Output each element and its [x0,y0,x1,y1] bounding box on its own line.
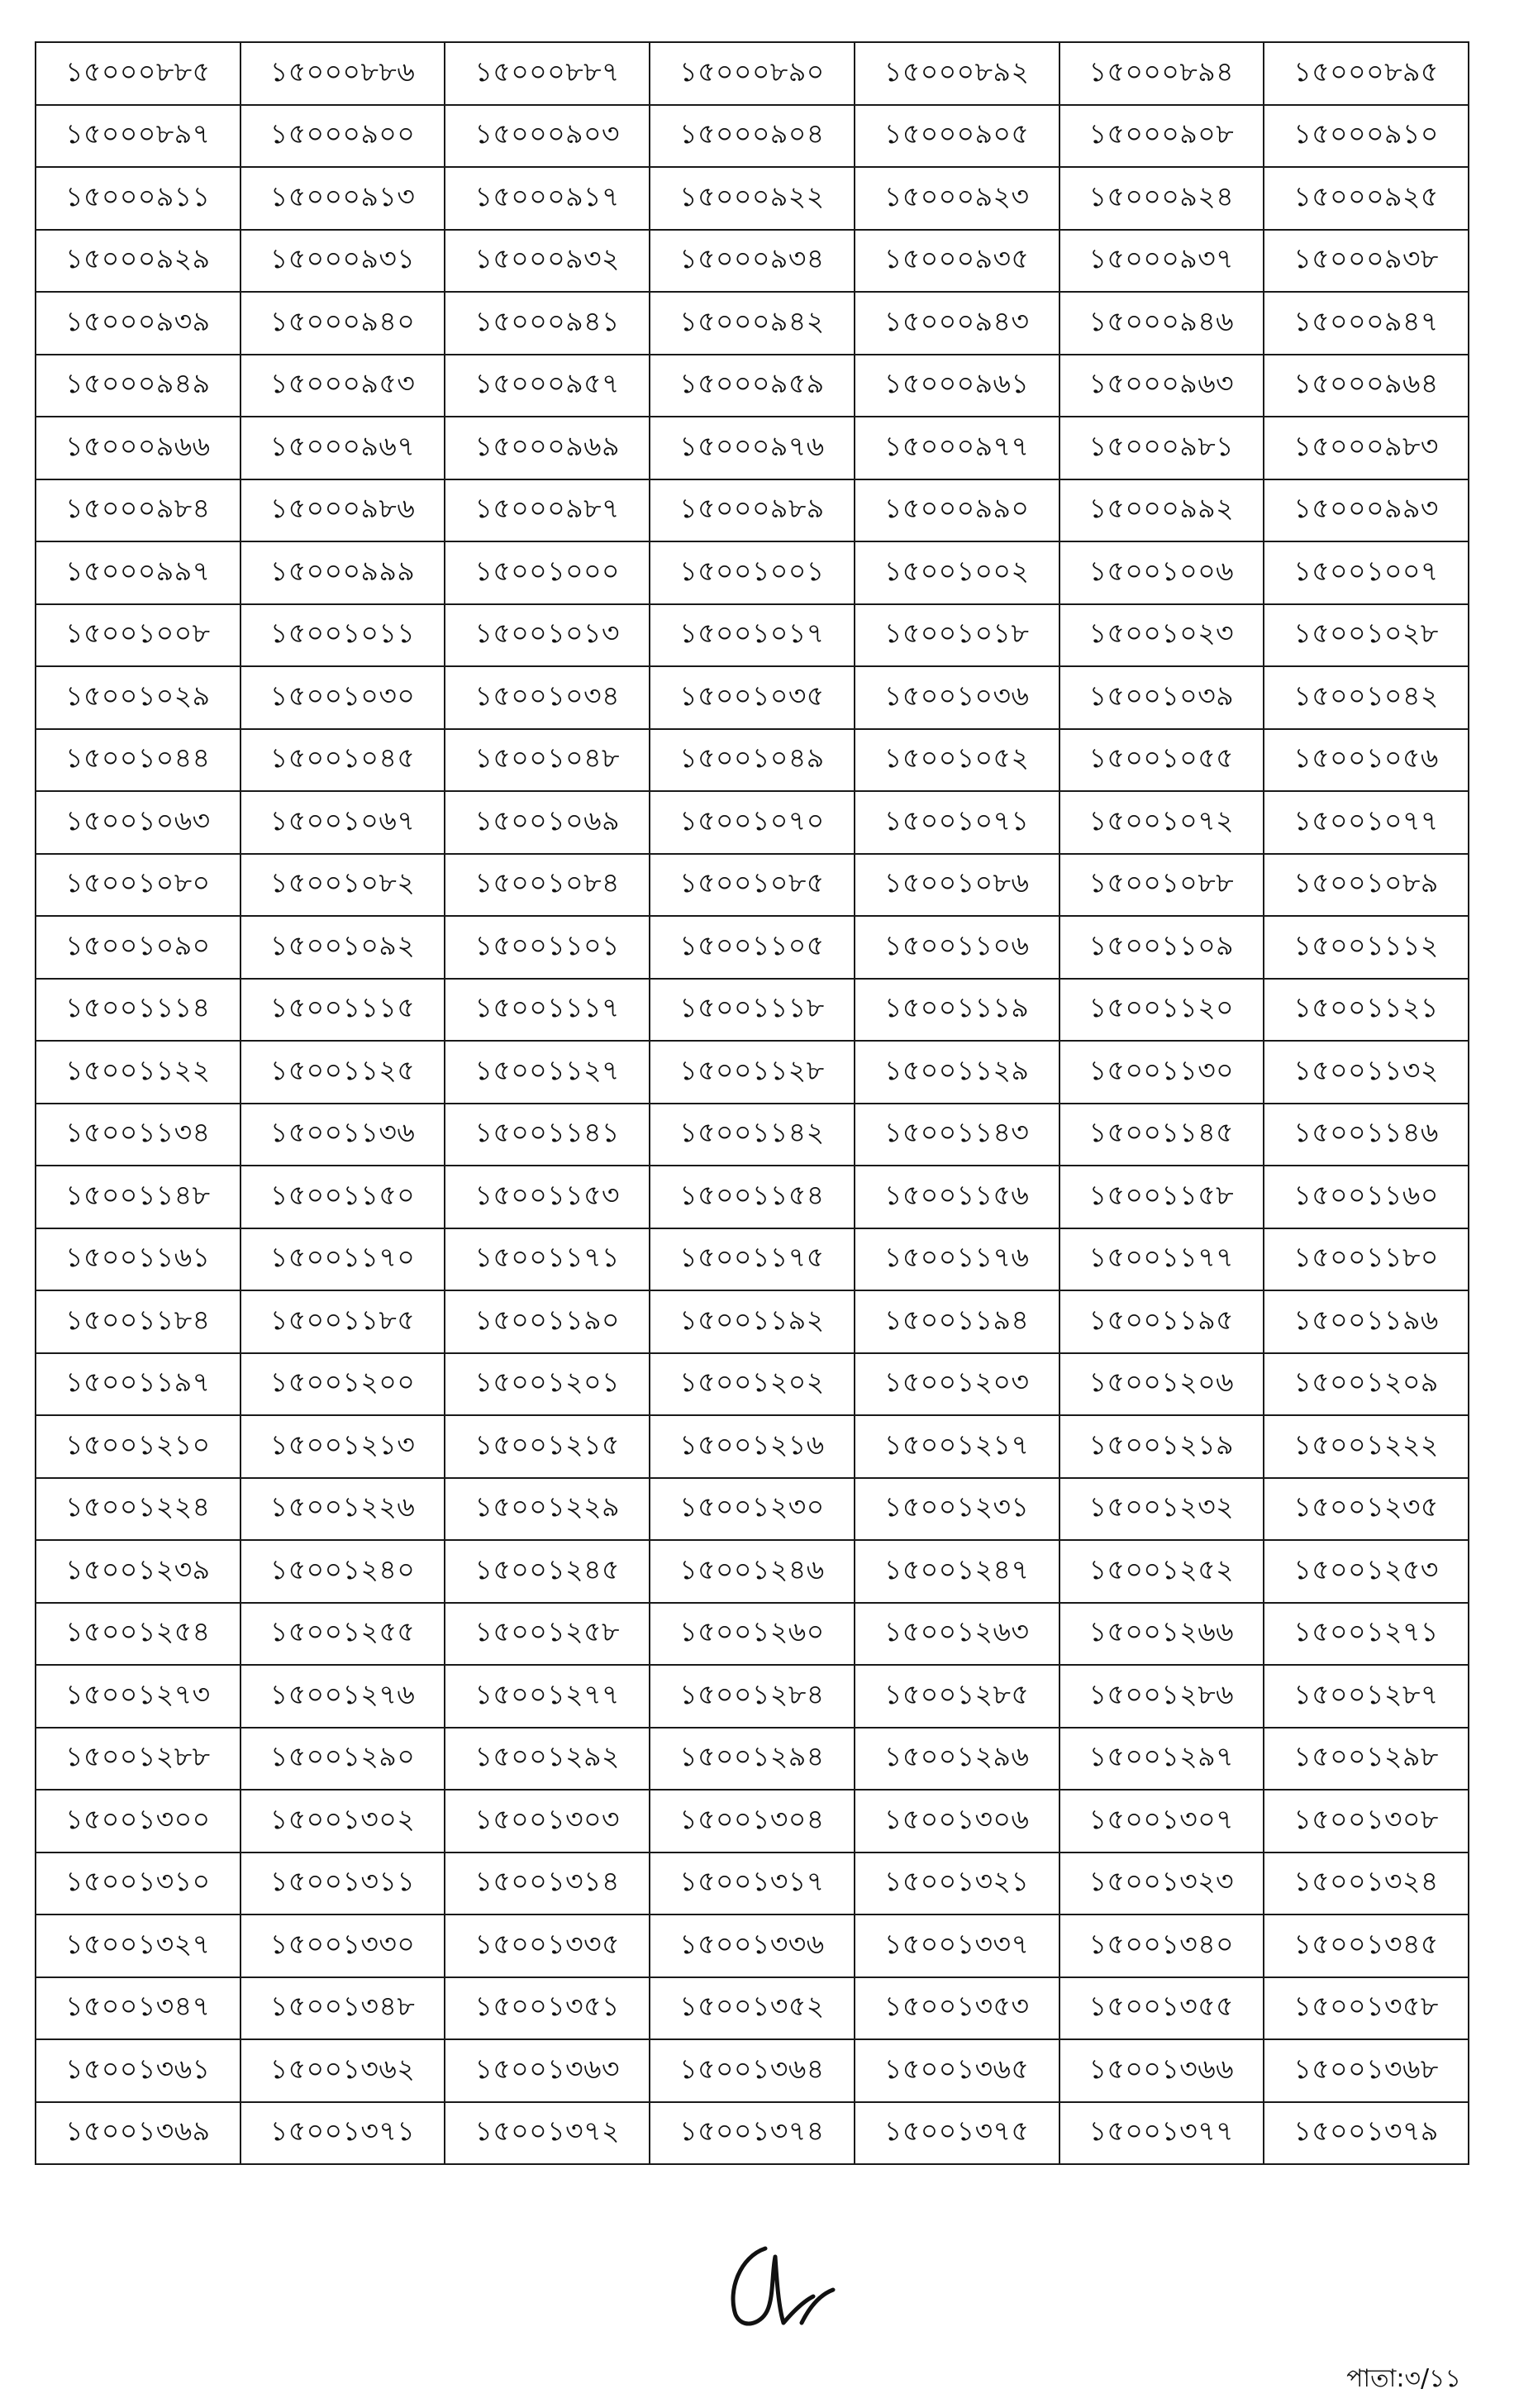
roll-number-cell: ১৫০০১০৪২ [1264,666,1469,729]
table-body [36,42,1469,2164]
table-row [36,729,1469,792]
roll-number-cell: ১৫০০১১২০ [1059,979,1264,1042]
roll-number-cell: ১৫০০০৯২৯ [36,230,240,293]
roll-number-cell: ১৫০০১০১৮ [855,604,1059,667]
roll-number-cell: ১৫০০১২১৬ [650,1415,855,1478]
roll-number-cell: ১৫০০১৩১০ [36,1852,240,1915]
roll-number-cell: ১৫০০১৩০২ [240,1790,445,1852]
roll-number-cell: ১৫০০১২৬০ [650,1603,855,1666]
table-row [36,791,1469,854]
roll-number-cell: ১৫০০০৯৬৭ [240,417,445,479]
signature-mark [717,2232,866,2339]
roll-number-cell: ১৫০০১০১৩ [445,604,650,667]
roll-number-cell: ১৫০০০৯২৪ [1059,167,1264,230]
roll-number-cell: ১৫০০১২৪৭ [855,1540,1059,1603]
roll-number-cell: ১৫০০০৯৫৩ [240,355,445,417]
roll-number-cell: ১৫০০১২১৯ [1059,1415,1264,1478]
roll-number-cell: ১৫০০১০২৯ [36,666,240,729]
roll-number-cell: ১৫০০১০৬৩ [36,791,240,854]
roll-number-cell: ১৫০০১২৯৮ [1264,1728,1469,1791]
roll-number-cell: ১৫০০০৯২২ [650,167,855,230]
roll-number-cell: ১৫০০১০০২ [855,541,1059,604]
roll-number-table [35,41,1469,2165]
roll-number-cell: ১৫০০১৩৭২ [445,2102,650,2165]
roll-number-cell: ১৫০০১১৫৬ [855,1166,1059,1228]
roll-number-cell: ১৫০০১১৭৫ [650,1228,855,1291]
roll-number-cell: ১৫০০১২৫৫ [240,1603,445,1666]
table-row [36,604,1469,667]
roll-number-cell: ১৫০০১১৭১ [445,1228,650,1291]
roll-number-cell: ১৫০০০৮৯২ [855,42,1059,105]
table-row [36,417,1469,479]
roll-number-cell: ১৫০০০৯৮১ [1059,417,1264,479]
roll-number-cell: ১৫০০১১৮৪ [36,1290,240,1353]
roll-number-cell: ১৫০০০৯৯৭ [36,541,240,604]
roll-number-cell: ১৫০০১৩০৩ [445,1790,650,1852]
roll-number-cell: ১৫০০১১০৫ [650,916,855,979]
roll-number-cell: ১৫০০১২৪০ [240,1540,445,1603]
roll-number-cell: ১৫০০০৯৭৭ [855,417,1059,479]
roll-number-cell: ১৫০০১২৭৩ [36,1665,240,1728]
roll-number-cell: ১৫০০১১১৫ [240,979,445,1042]
roll-number-cell: ১৫০০১০৩০ [240,666,445,729]
table-row [36,1041,1469,1104]
roll-number-cell: ১৫০০১২১০ [36,1415,240,1478]
roll-number-cell: ১৫০০০৯৯০ [855,479,1059,542]
roll-number-cell: ১৫০০১০৭১ [855,791,1059,854]
table-row [36,854,1469,917]
table-row [36,916,1469,979]
roll-number-cell: ১৫০০১২৩২ [1059,1478,1264,1541]
roll-number-cell: ১৫০০১০৭০ [650,791,855,854]
roll-number-cell: ১৫০০১১৫০ [240,1166,445,1228]
roll-number-cell: ১৫০০১১১৪ [36,979,240,1042]
roll-number-cell: ১৫০০০৯৬৬ [36,417,240,479]
roll-number-cell: ১৫০০১৩৬৪ [650,2039,855,2102]
page-number: পাতা:৩/১১ [1346,2364,1461,2393]
roll-number-cell: ১৫০০০৯২৩ [855,167,1059,230]
roll-number-cell: ১৫০০১১০৬ [855,916,1059,979]
roll-number-cell: ১৫০০০৯৩৯ [36,292,240,355]
roll-number-cell: ১৫০০১০৮০ [36,854,240,917]
roll-number-cell: ১৫০০১৩০৭ [1059,1790,1264,1852]
roll-number-cell: ১৫০০০৯৪১ [445,292,650,355]
roll-number-cell: ১৫০০১০৯০ [36,916,240,979]
table-row [36,1415,1469,1478]
roll-number-cell: ১৫০০০৮৮৭ [445,42,650,105]
roll-number-cell: ১৫০০০৯৬৯ [445,417,650,479]
roll-number-cell: ১৫০০১২২৬ [240,1478,445,1541]
roll-number-cell: ১৫০০১১৪৫ [1059,1104,1264,1166]
roll-number-cell: ১৫০০১১৯৪ [855,1290,1059,1353]
roll-number-cell: ১৫০০১১৩২ [1264,1041,1469,1104]
roll-number-cell: ১৫০০১৩৫৩ [855,1977,1059,2040]
roll-number-cell: ১৫০০১৩৩৫ [445,1914,650,1977]
roll-number-cell: ১৫০০১৩৬২ [240,2039,445,2102]
roll-number-cell: ১৫০০১০০৮ [36,604,240,667]
roll-number-cell: ১৫০০১০৯২ [240,916,445,979]
roll-number-cell: ১৫০০১০৮৪ [445,854,650,917]
roll-number-cell: ১৫০০১২৩৯ [36,1540,240,1603]
roll-number-cell: ১৫০০১৩১১ [240,1852,445,1915]
roll-number-cell: ১৫০০১১৩৬ [240,1104,445,1166]
roll-number-cell: ১৫০০১০০৬ [1059,541,1264,604]
roll-number-cell: ১৫০০০৯৩৪ [650,230,855,293]
roll-number-cell: ১৫০০১১২২ [36,1041,240,1104]
roll-number-cell: ১৫০০১৩৪৭ [36,1977,240,2040]
roll-number-cell: ১৫০০১১৯৭ [36,1353,240,1416]
roll-number-cell: ১৫০০১২৩৫ [1264,1478,1469,1541]
roll-number-cell: ১৫০০০৯৫৭ [445,355,650,417]
roll-number-cell: ১৫০০০৯৮৪ [36,479,240,542]
table-row [36,230,1469,293]
roll-number-cell: ১৫০০১১৯২ [650,1290,855,1353]
table-row [36,979,1469,1042]
roll-number-cell: ১৫০০০৯৮৩ [1264,417,1469,479]
roll-number-cell: ১৫০০১২০৯ [1264,1353,1469,1416]
roll-number-cell: ১৫০০০৯৮৭ [445,479,650,542]
roll-number-cell: ১৫০০১২৫৪ [36,1603,240,1666]
roll-number-cell: ১৫০০০৮৮৫ [36,42,240,105]
roll-number-cell: ১৫০০১৩৩৬ [650,1914,855,1977]
roll-number-cell: ১৫০০১১৬০ [1264,1166,1469,1228]
table-row [36,1166,1469,1228]
table-row [36,105,1469,168]
roll-number-cell: ১৫০০০৯০৩ [445,105,650,168]
roll-number-cell: ১৫০০১২৯২ [445,1728,650,1791]
roll-number-cell: ১৫০০১১৮০ [1264,1228,1469,1291]
roll-number-cell: ১৫০০১১১৭ [445,979,650,1042]
roll-number-cell: ১৫০০১০০০ [445,541,650,604]
roll-number-cell: ১৫০০১৩৭১ [240,2102,445,2165]
roll-number-cell: ১৫০০১৩৬৯ [36,2102,240,2165]
roll-number-cell: ১৫০০০৯৬৪ [1264,355,1469,417]
roll-number-cell: ১৫০০০৯১০ [1264,105,1469,168]
roll-number-cell: ১৫০০১২৭৬ [240,1665,445,1728]
roll-number-cell: ১৫০০০৯৪৯ [36,355,240,417]
roll-number-cell: ১৫০০১১৪২ [650,1104,855,1166]
roll-number-cell: ১৫০০১১৩০ [1059,1041,1264,1104]
table-row [36,541,1469,604]
roll-number-cell: ১৫০০০৯১৭ [445,167,650,230]
roll-number-cell: ১৫০০১২০২ [650,1353,855,1416]
roll-number-cell: ১৫০০১৩৬৩ [445,2039,650,2102]
roll-number-cell: ১৫০০০৮৯৪ [1059,42,1264,105]
roll-number-cell: ১৫০০১০৫৬ [1264,729,1469,792]
roll-number-cell: ১৫০০১০৭২ [1059,791,1264,854]
table-row [36,1478,1469,1541]
roll-number-cell: ১৫০০১২২৯ [445,1478,650,1541]
roll-number-cell: ১৫০০০৮৯০ [650,42,855,105]
roll-number-cell: ১৫০০০৯৪৬ [1059,292,1264,355]
table-row [36,1540,1469,1603]
roll-number-cell: ১৫০০১১৩৪ [36,1104,240,1166]
roll-number-cell: ১৫০০০৯৪৭ [1264,292,1469,355]
roll-number-cell: ১৫০০১১৫৩ [445,1166,650,1228]
roll-number-cell: ১৫০০১১০১ [445,916,650,979]
roll-number-cell: ১৫০০১১৭৭ [1059,1228,1264,1291]
roll-number-cell: ১৫০০১১৪১ [445,1104,650,1166]
roll-number-cell: ১৫০০০৮৮৬ [240,42,445,105]
roll-number-cell: ১৫০০০৯০৫ [855,105,1059,168]
roll-number-cell: ১৫০০১০৮৫ [650,854,855,917]
roll-number-cell: ১৫০০১৩৭৯ [1264,2102,1469,2165]
roll-number-cell: ১৫০০১২০০ [240,1353,445,1416]
table-row [36,1790,1469,1852]
roll-number-cell: ১৫০০১২১৫ [445,1415,650,1478]
roll-number-cell: ১৫০০১১৪৮ [36,1166,240,1228]
table-row [36,1914,1469,1977]
roll-number-cell: ১৫০০০৯৩৫ [855,230,1059,293]
roll-number-cell: ১৫০০১৩৫৮ [1264,1977,1469,2040]
roll-number-cell: ১৫০০১২৩১ [855,1478,1059,1541]
roll-number-cell: ১৫০০১১৯৬ [1264,1290,1469,1353]
roll-number-cell: ১৫০০০৯৭৬ [650,417,855,479]
roll-number-cell: ১৫০০১১৮৫ [240,1290,445,1353]
roll-number-cell: ১৫০০১১৫৪ [650,1166,855,1228]
roll-number-cell: ১৫০০০৯১৩ [240,167,445,230]
roll-number-cell: ১৫০০১২০১ [445,1353,650,1416]
roll-number-cell: ১৫০০১২০৬ [1059,1353,1264,1416]
roll-number-cell: ১৫০০১১৫৮ [1059,1166,1264,1228]
roll-number-cell: ১৫০০১০৩৪ [445,666,650,729]
roll-number-cell: ১৫০০০৯১১ [36,167,240,230]
roll-number-cell: ১৫০০১২২২ [1264,1415,1469,1478]
roll-number-cell: ১৫০০১৩৩০ [240,1914,445,1977]
roll-number-cell: ১৫০০০৯৪৩ [855,292,1059,355]
roll-number-cell: ১৫০০১০২৩ [1059,604,1264,667]
roll-number-cell: ১৫০০১৩৬৫ [855,2039,1059,2102]
roll-number-cell: ১৫০০১৩১৭ [650,1852,855,1915]
roll-number-cell: ১৫০০১১০৯ [1059,916,1264,979]
table-row [36,1977,1469,2040]
roll-number-cell: ১৫০০১৩৭৫ [855,2102,1059,2165]
roll-number-cell: ১৫০০১১৯০ [445,1290,650,1353]
roll-number-cell: ১৫০০১৩৬৬ [1059,2039,1264,2102]
roll-number-cell: ১৫০০০৯০৮ [1059,105,1264,168]
roll-number-cell: ১৫০০০৯৪২ [650,292,855,355]
table-row [36,1603,1469,1666]
roll-number-cell: ১৫০০১৩২১ [855,1852,1059,1915]
roll-number-cell: ১৫০০১১৯৫ [1059,1290,1264,1353]
roll-number-cell: ১৫০০০৯৬৩ [1059,355,1264,417]
roll-number-cell: ১৫০০১২৮৮ [36,1728,240,1791]
roll-number-cell: ১৫০০১০৫৫ [1059,729,1264,792]
table-row [36,479,1469,542]
roll-number-cell: ১৫০০১১২৫ [240,1041,445,1104]
roll-number-cell: ১৫০০১০৭৭ [1264,791,1469,854]
roll-number-cell: ১৫০০১২৮৭ [1264,1665,1469,1728]
roll-number-cell: ১৫০০১০৪৪ [36,729,240,792]
roll-number-cell: ১৫০০১৩৫১ [445,1977,650,2040]
roll-number-cell: ১৫০০১৩৭৪ [650,2102,855,2165]
roll-number-cell: ১৫০০১২৫৩ [1264,1540,1469,1603]
roll-number-cell: ১৫০০১০৮২ [240,854,445,917]
table-row [36,2039,1469,2102]
roll-number-cell: ১৫০০০৯৩৮ [1264,230,1469,293]
roll-number-cell: ১৫০০০৯৫৯ [650,355,855,417]
table-row [36,1228,1469,1291]
table-row [36,1290,1469,1353]
roll-number-cell: ১৫০০১২৪৫ [445,1540,650,1603]
roll-number-cell: ১৫০০১৩৫২ [650,1977,855,2040]
roll-number-cell: ১৫০০১২৭৭ [445,1665,650,1728]
roll-number-cell: ১৫০০১৩৪৫ [1264,1914,1469,1977]
roll-number-cell: ১৫০০০৯৯৩ [1264,479,1469,542]
table-row [36,1728,1469,1791]
roll-number-cell: ১৫০০১১২৮ [650,1041,855,1104]
roll-number-cell: ১৫০০১০৮৬ [855,854,1059,917]
roll-number-cell: ১৫০০১২৯৭ [1059,1728,1264,1791]
roll-number-cell: ১৫০০১১২৭ [445,1041,650,1104]
roll-number-cell: ১৫০০১৩১৪ [445,1852,650,1915]
roll-number-cell: ১৫০০১৩৪৮ [240,1977,445,2040]
roll-number-cell: ১৫০০১১২৯ [855,1041,1059,1104]
roll-number-cell: ১৫০০১৩৪০ [1059,1914,1264,1977]
roll-number-cell: ১৫০০১১৪৩ [855,1104,1059,1166]
roll-number-cell: ১৫০০১১৭০ [240,1228,445,1291]
roll-number-cell: ১৫০০১০১৭ [650,604,855,667]
table-row [36,42,1469,105]
roll-number-cell: ১৫০০১২৩০ [650,1478,855,1541]
roll-number-cell: ১৫০০১১২১ [1264,979,1469,1042]
roll-number-cell: ১৫০০০৯৮৯ [650,479,855,542]
roll-number-cell: ১৫০০১২৬৬ [1059,1603,1264,1666]
roll-number-cell: ১৫০০০৮৯৭ [36,105,240,168]
roll-number-cell: ১৫০০১০৩৫ [650,666,855,729]
roll-number-cell: ১৫০০১০৪৮ [445,729,650,792]
roll-number-cell: ১৫০০১০৫২ [855,729,1059,792]
roll-number-cell: ১৫০০১৩২৩ [1059,1852,1264,1915]
roll-number-cell: ১৫০০১০০১ [650,541,855,604]
table-row [36,666,1469,729]
roll-number-cell: ১৫০০১০০৭ [1264,541,1469,604]
roll-number-cell: ১৫০০১৩৬১ [36,2039,240,2102]
roll-number-cell: ১৫০০০৯৩২ [445,230,650,293]
roll-number-cell: ১৫০০১০১১ [240,604,445,667]
table-row [36,355,1469,417]
roll-number-cell: ১৫০০১৩৩৭ [855,1914,1059,1977]
roll-number-cell: ১৫০০১০৮৯ [1264,854,1469,917]
roll-number-cell: ১৫০০১১৭৬ [855,1228,1059,1291]
roll-number-cell: ১৫০০১৩০৬ [855,1790,1059,1852]
table-row [36,167,1469,230]
roll-number-cell: ১৫০০১৩২৪ [1264,1852,1469,1915]
roll-number-cell: ১৫০০১০৩৬ [855,666,1059,729]
roll-number-cell: ১৫০০১২৫৮ [445,1603,650,1666]
roll-number-cell: ১৫০০১২২৪ [36,1478,240,1541]
roll-number-cell: ১৫০০১০২৮ [1264,604,1469,667]
table-row [36,1104,1469,1166]
roll-number-cell: ১৫০০১২০৩ [855,1353,1059,1416]
roll-number-cell: ১৫০০১৩০৪ [650,1790,855,1852]
roll-number-cell: ১৫০০০৯২৫ [1264,167,1469,230]
roll-number-cell: ১৫০০১০৬৯ [445,791,650,854]
table-row [36,2102,1469,2165]
roll-number-cell: ১৫০০১১১২ [1264,916,1469,979]
roll-number-cell: ১৫০০০৯০০ [240,105,445,168]
roll-number-cell: ১৫০০০৯৯৯ [240,541,445,604]
roll-number-cell: ১৫০০১২৮৫ [855,1665,1059,1728]
roll-number-cell: ১৫০০১০৬৭ [240,791,445,854]
roll-number-cell: ১৫০০১০৪৯ [650,729,855,792]
roll-number-cell: ১৫০০১০৩৯ [1059,666,1264,729]
roll-number-cell: ১৫০০০৯৯২ [1059,479,1264,542]
roll-number-cell: ১৫০০১২১৭ [855,1415,1059,1478]
roll-number-cell: ১৫০০১৩০৮ [1264,1790,1469,1852]
roll-number-cell: ১৫০০১২৯০ [240,1728,445,1791]
roll-number-cell: ১৫০০১২৮৪ [650,1665,855,1728]
roll-number-cell: ১৫০০১৩৫৫ [1059,1977,1264,2040]
roll-number-cell: ১৫০০০৮৯৫ [1264,42,1469,105]
roll-number-cell: ১৫০০০৯৮৬ [240,479,445,542]
roll-number-cell: ১৫০০০৯০৪ [650,105,855,168]
roll-number-cell: ১৫০০১২১৩ [240,1415,445,1478]
roll-number-cell: ১৫০০১২৪৬ [650,1540,855,1603]
roll-number-cell: ১৫০০১১১৮ [650,979,855,1042]
roll-number-cell: ১৫০০১২৯৪ [650,1728,855,1791]
roll-number-cell: ১৫০০০৯৪০ [240,292,445,355]
roll-number-cell: ১৫০০১১১৯ [855,979,1059,1042]
roll-number-cell: ১৫০০১০৪৫ [240,729,445,792]
roll-number-cell: ১৫০০১২৮৬ [1059,1665,1264,1728]
table-row [36,1353,1469,1416]
table-row [36,1665,1469,1728]
roll-number-cell: ১৫০০০৯৬১ [855,355,1059,417]
roll-number-cell: ১৫০০১২৯৬ [855,1728,1059,1791]
roll-number-cell: ১৫০০১০৮৮ [1059,854,1264,917]
roll-number-cell: ১৫০০১৩৭৭ [1059,2102,1264,2165]
table-row [36,1852,1469,1915]
roll-number-cell: ১৫০০০৯৩৭ [1059,230,1264,293]
roll-number-cell: ১৫০০১৩২৭ [36,1914,240,1977]
roll-number-cell: ১৫০০১৩৬৮ [1264,2039,1469,2102]
roll-number-cell: ১৫০০১১৬১ [36,1228,240,1291]
table-row [36,292,1469,355]
roll-number-cell: ১৫০০০৯৩১ [240,230,445,293]
roll-number-cell: ১৫০০১২৫২ [1059,1540,1264,1603]
roll-number-cell: ১৫০০১২৬৩ [855,1603,1059,1666]
roll-number-cell: ১৫০০১৩০০ [36,1790,240,1852]
roll-number-cell: ১৫০০১২৭১ [1264,1603,1469,1666]
roll-number-cell: ১৫০০১১৪৬ [1264,1104,1469,1166]
